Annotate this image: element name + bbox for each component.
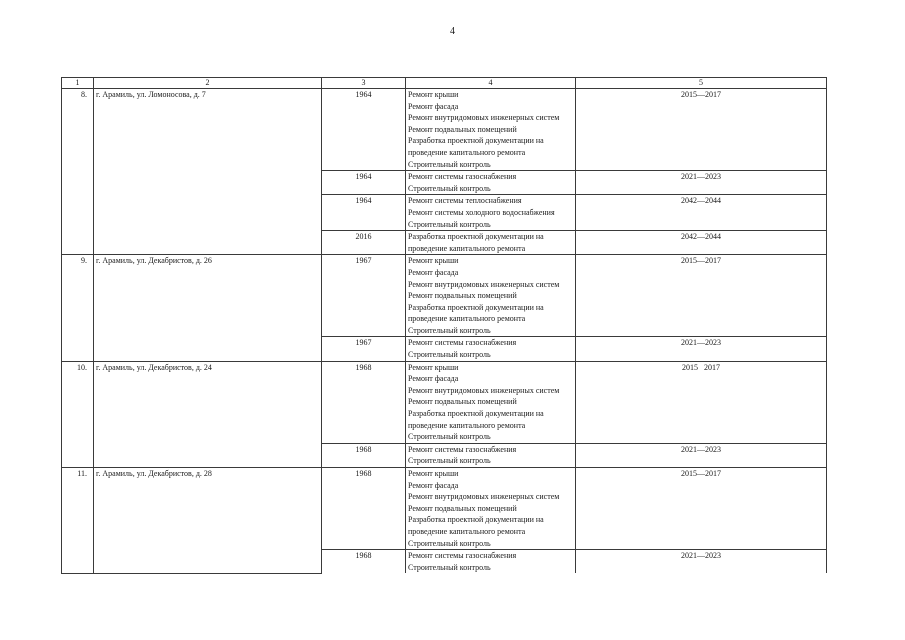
work-type-line: Ремонт крыши — [408, 90, 459, 99]
period-cell: 2021—2023 — [576, 550, 827, 574]
address-cell: г. Арамиль, ул. Ломоносова, д. 7 — [94, 89, 322, 255]
year-cell: 1968 — [322, 550, 406, 574]
item-number-cell: 10. — [62, 361, 94, 467]
address-cell: г. Арамиль, ул. Декабристов, д. 26 — [94, 255, 322, 361]
year-cell: 1967 — [322, 337, 406, 361]
year-cell: 1964 — [322, 195, 406, 231]
year-cell: 1964 — [322, 89, 406, 171]
period-cell: 2021—2023 — [576, 171, 827, 195]
work-type-line: Строительный контроль — [408, 562, 491, 572]
work-type-line: Строительный контроль — [408, 219, 491, 229]
table-row — [62, 361, 827, 443]
column-header: 4 — [406, 78, 576, 89]
table-row — [62, 89, 827, 171]
work-type-line: Ремонт крыши — [408, 362, 459, 372]
period-cell: 2042—2044 — [576, 195, 827, 231]
work-type-line: Разработка проектной документации на — [408, 409, 544, 419]
work-types-cell — [406, 443, 576, 467]
year-cell: 1968 — [322, 361, 406, 443]
work-types-cell — [406, 468, 576, 550]
work-type-line: Строительный контроль — [408, 538, 491, 548]
address-cell: г. Арамиль, ул. Декабристов, д. 28 — [94, 468, 322, 574]
repair-program-table — [61, 77, 827, 574]
work-type-line: Строительный контроль — [408, 456, 491, 466]
work-types-cell — [406, 231, 576, 255]
work-type-line: Ремонт подвальных помещений — [408, 124, 517, 134]
item-number-cell: 8. — [62, 89, 94, 255]
work-type-line: Разработка проектной документации на — [408, 515, 544, 525]
work-types-cell — [406, 89, 576, 171]
year-cell: 1968 — [322, 468, 406, 550]
work-type-line: Разработка проектной документации на — [408, 136, 544, 146]
work-type-line: Ремонт подвальных помещений — [408, 503, 517, 513]
work-type-line: Ремонт внутридомовых инженерных систем — [408, 113, 560, 123]
table-row — [62, 255, 827, 337]
work-types-cell — [406, 337, 576, 361]
work-type-line: проведение капитального ремонта — [408, 420, 526, 430]
table-row — [62, 468, 827, 550]
work-type-line: Ремонт подвальных помещений — [408, 397, 517, 407]
work-type-line: Ремонт системы холодного водоснабжения — [408, 207, 555, 217]
work-type-line: Ремонт внутридомовых инженерных систем — [408, 385, 560, 395]
period-cell: 2015 2017 — [576, 361, 827, 443]
work-type-line: Ремонт подвальных помещений — [408, 291, 517, 301]
work-types-cell — [406, 550, 576, 574]
period-cell: 2021—2023 — [576, 443, 827, 467]
table-body — [62, 78, 827, 574]
work-type-line: Строительный контроль — [408, 325, 491, 335]
column-header: 1 — [62, 78, 94, 89]
work-types-cell — [406, 255, 576, 337]
year-cell: 1968 — [322, 443, 406, 467]
work-type-line: Строительный контроль — [408, 183, 491, 193]
page-number: 4 — [450, 26, 455, 37]
period-cell: 2015—2017 — [576, 468, 827, 550]
work-types-cell — [406, 361, 576, 443]
period-cell: 2021—2023 — [576, 337, 827, 361]
period-cell: 2015—2017 — [576, 255, 827, 337]
work-type-line: Ремонт фасада — [408, 101, 459, 111]
column-header: 3 — [322, 78, 406, 89]
work-type-line: проведение капитального ремонта — [408, 147, 526, 157]
work-type-line: проведение капитального ремонта — [408, 243, 526, 253]
work-type-line: Ремонт системы газоснабжения — [408, 551, 517, 561]
work-type-line: проведение капитального ремонта — [408, 526, 526, 536]
column-header: 2 — [94, 78, 322, 89]
work-types-cell — [406, 171, 576, 195]
work-type-line: Ремонт системы газоснабжения — [408, 338, 517, 348]
period-cell: 2042—2044 — [576, 231, 827, 255]
work-type-line: Ремонт системы газоснабжения — [408, 444, 517, 454]
work-type-line: Ремонт крыши — [408, 256, 459, 266]
work-type-line: Ремонт системы газоснабжения — [408, 172, 517, 182]
address-cell: г. Арамиль, ул. Декабристов, д. 24 — [94, 361, 322, 467]
work-type-line: Строительный контроль — [408, 432, 491, 442]
work-type-line: Ремонт фасада — [408, 374, 459, 384]
work-type-line: Разработка проектной документации на — [408, 302, 544, 312]
column-header: 5 — [576, 78, 827, 89]
work-type-line: Строительный контроль — [408, 350, 491, 360]
work-type-line: Ремонт внутридомовых инженерных систем — [408, 492, 560, 502]
year-cell: 1964 — [322, 171, 406, 195]
year-cell: 1967 — [322, 255, 406, 337]
column-numbers-row — [62, 78, 827, 89]
work-type-line: Ремонт фасада — [408, 267, 459, 277]
period-cell: 2015—2017 — [576, 89, 827, 171]
work-type-line: Ремонт внутридомовых инженерных систем — [408, 279, 560, 289]
item-number-cell: 9. — [62, 255, 94, 361]
work-types-cell — [406, 195, 576, 231]
work-type-line: Ремонт крыши — [408, 469, 459, 478]
work-type-line: Разработка проектной документации на — [408, 232, 544, 242]
work-type-line: проведение капитального ремонта — [408, 314, 526, 324]
work-type-line: Ремонт фасада — [408, 480, 459, 490]
work-type-line: Ремонт системы теплоснабжения — [408, 196, 522, 206]
item-number-cell: 11. — [62, 468, 94, 574]
year-cell: 2016 — [322, 231, 406, 255]
work-type-line: Строительный контроль — [408, 159, 491, 169]
